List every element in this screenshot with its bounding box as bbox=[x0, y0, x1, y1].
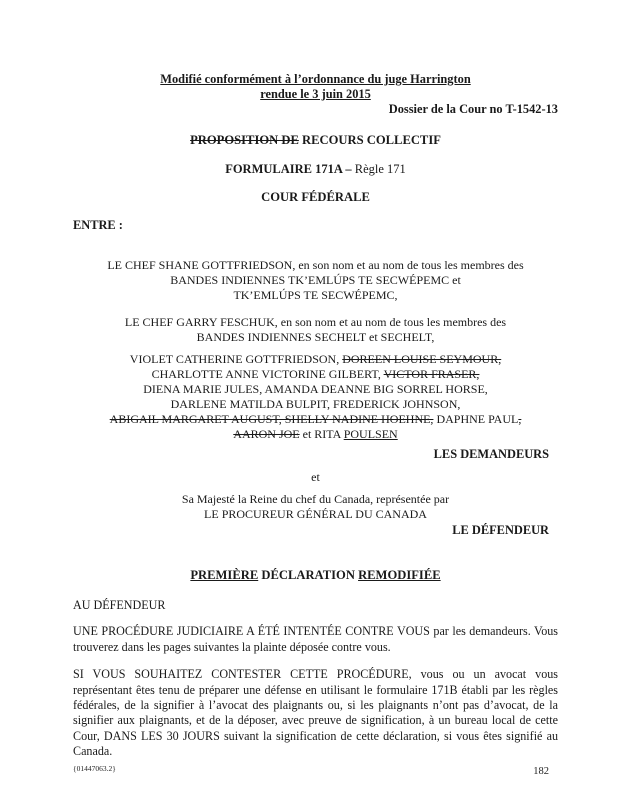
defendant-block bbox=[73, 492, 558, 522]
plaintiffs-role-label: LES DEMANDEURS bbox=[433, 447, 549, 461]
proceeding-title-struck: PROPOSITION DE bbox=[190, 133, 299, 147]
individual-plaintiffs-line4: DARLENE MATILDA BULPIT, FREDERICK JOHNSON, bbox=[170, 397, 461, 411]
struck-name: AARON JOE bbox=[233, 427, 300, 441]
plaintiff-band1 bbox=[73, 258, 558, 303]
individual-plaintiffs bbox=[73, 352, 558, 442]
amendment-note bbox=[73, 72, 558, 117]
page-footer bbox=[73, 764, 558, 777]
struck-comma: , bbox=[518, 412, 522, 426]
plaintiff-band2-line: BANDES INDIENNES SECHELT et SECHELT, bbox=[196, 330, 435, 344]
struck-name: DOREEN LOUISE SEYMOUR, bbox=[342, 352, 502, 366]
notice-paragraph-2: SI VOUS SOUHAITEZ CONTESTER CETTE PROCÉDURE, vous ou un avocat vous représentant êtes tenu de préparer une défense en utilisant le formulaire 171B établi par les règles fédérales, de la signifier à l’avocat des plaignants ou, si les plaignants n’ont pas d’avocat, de la signifier aux plaignants, et de la déposer, avec preuve de signification, à un bureau local de cette Cour, DANS LES 30 JOURS suivant la signification de cette déclaration, si vous êtes signifié au Canada. bbox=[73, 667, 558, 759]
defendant-role-label: LE DÉFENDEUR bbox=[452, 523, 549, 537]
proceeding-title-main: RECOURS COLLECTIF bbox=[298, 133, 441, 147]
form-line bbox=[73, 162, 558, 177]
individual-plaintiffs-line6: AARON JOE et RITA POULSEN bbox=[233, 427, 398, 441]
amendment-note-line1: Modifié conformément à l’ordonnance du juge Harrington bbox=[160, 72, 471, 86]
struck-name: ABIGAIL MARGARET AUGUST, SHELLY NADINE HOEHNE, bbox=[109, 412, 434, 426]
form-line-rule: Règle 171 bbox=[354, 162, 406, 176]
between-label: ENTRE : bbox=[73, 218, 123, 232]
declaration-title: PREMIÈRE DÉCLARATION REMODIFIÉE bbox=[190, 568, 441, 582]
individual-plaintiffs-line1: VIOLET CATHERINE GOTTFRIEDSON, DOREEN LOUISE SEYMOUR, bbox=[129, 352, 502, 366]
notice-paragraph-1: UNE PROCÉDURE JUDICIAIRE A ÉTÉ INTENTÉE CONTRE VOUS par les demandeurs. Vous trouverez dans les pages suivantes la plainte déposée contre vous. bbox=[73, 624, 558, 654]
amendment-note-line2: rendue le 3 juin 2015 bbox=[260, 87, 371, 101]
plaintiff-band1-line: BANDES INDIENNES TK’EMLÚPS TE SECWÉPEMC et bbox=[170, 273, 461, 287]
plaintiff-band1-line: LE CHEF SHANE GOTTFRIEDSON, en son nom et au nom de tous les membres des bbox=[107, 258, 524, 272]
individual-plaintiffs-line2: CHARLOTTE ANNE VICTORINE GILBERT, VICTOR FRASER, bbox=[151, 367, 480, 381]
underlined-name: POULSEN bbox=[343, 427, 398, 441]
struck-name: VICTOR FRASER, bbox=[383, 367, 480, 381]
page-number: 182 bbox=[533, 766, 549, 777]
court-file-number: Dossier de la Cour no T-1542-13 bbox=[388, 102, 558, 116]
court-name: COUR FÉDÉRALE bbox=[261, 190, 370, 204]
defendant-line1: Sa Majesté la Reine du chef du Canada, représentée par bbox=[181, 492, 450, 506]
plaintiff-band2 bbox=[73, 315, 558, 345]
plaintiff-band2-line: LE CHEF GARRY FESCHUK, en son nom et au nom de tous les membres des bbox=[124, 315, 507, 329]
defendant-line2: LE PROCUREUR GÉNÉRAL DU CANADA bbox=[204, 507, 427, 521]
plaintiff-band1-line: TK’EMLÚPS TE SECWÉPEMC, bbox=[233, 288, 398, 302]
individual-plaintiffs-line5: ABIGAIL MARGARET AUGUST, SHELLY NADINE HOEHNE, DAPHNE PAUL, bbox=[109, 412, 522, 426]
proceeding-title bbox=[73, 133, 558, 148]
form-line-number: FORMULAIRE 171A – bbox=[225, 162, 355, 176]
party-separator: et bbox=[311, 470, 320, 484]
document-number: {01447063.2} bbox=[73, 764, 116, 773]
individual-plaintiffs-line3: DIENA MARIE JULES, AMANDA DEANNE BIG SORREL HORSE, bbox=[143, 382, 488, 396]
to-defendant-label: AU DÉFENDEUR bbox=[73, 598, 166, 612]
